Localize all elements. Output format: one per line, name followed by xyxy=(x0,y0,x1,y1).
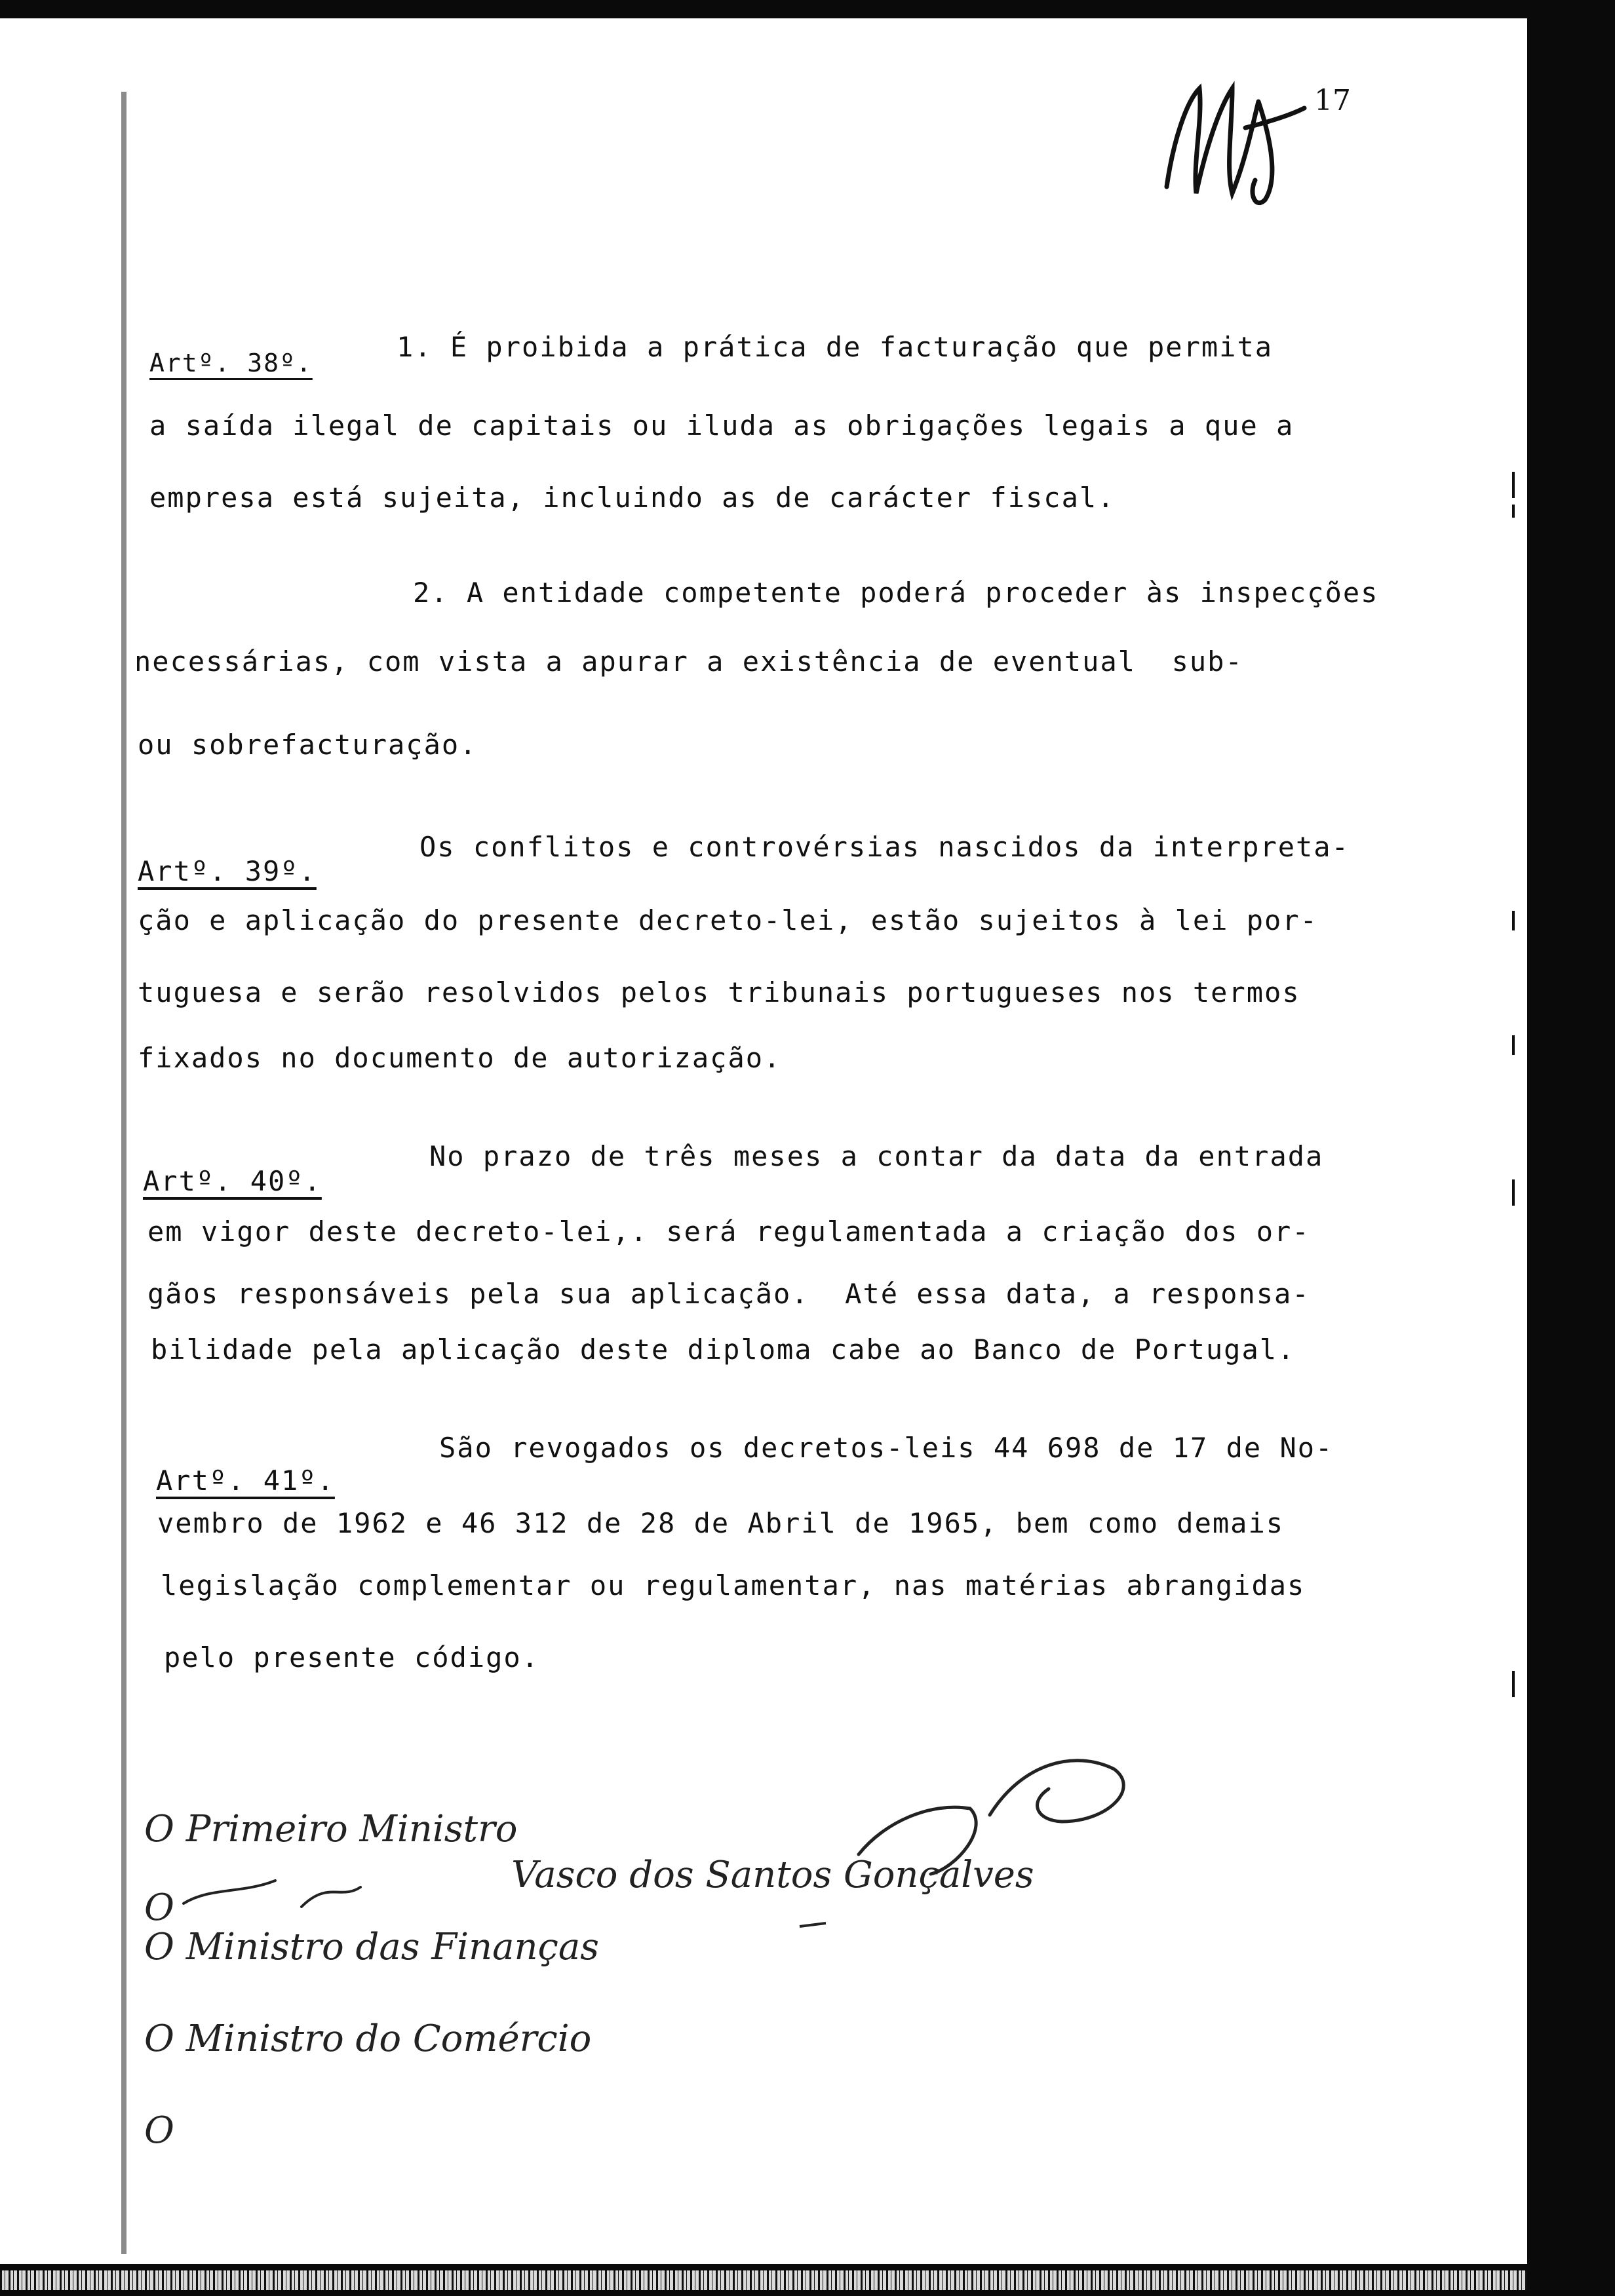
article-41-line1: São revogados os decretos-leis 44 698 de 17 de No- xyxy=(439,1432,1334,1464)
handwritten-initials-mark xyxy=(1140,62,1311,213)
article-40-label: Artº. 40º. xyxy=(143,1165,322,1197)
page-number: 17 xyxy=(1314,84,1351,117)
signature-line-4: O Ministro do Comércio xyxy=(144,2018,592,2060)
article-38-p2-line2: necessárias, com vista a apurar a existência de eventual sub- xyxy=(134,645,1243,678)
signature-line-5: O xyxy=(144,2109,174,2152)
signature-line-1: O Primeiro Ministro xyxy=(144,1808,518,1850)
signature-line-3: O Ministro das Finanças xyxy=(144,1926,600,1968)
article-40-line1: No prazo de três meses a contar da data da entrada xyxy=(429,1140,1324,1172)
article-38-p2-line1: 2. A entidade competente poderá proceder às inspecções xyxy=(413,577,1379,609)
article-41-line4: pelo presente código. xyxy=(164,1641,540,1674)
article-39-line4: fixados no documento de autorização. xyxy=(138,1042,782,1074)
article-41-line2: vembro de 1962 e 46 312 de 28 de Abril de 1965, bem como demais xyxy=(157,1507,1285,1539)
article-38-p1-line1: 1. É proibida a prática de facturação que permita xyxy=(397,331,1274,363)
signature-block xyxy=(144,1723,1193,2182)
article-40-line2: em vigor deste decreto-lei,. será regulamentada a criação dos or- xyxy=(147,1215,1310,1248)
article-38-p1-line3: empresa está sujeita, incluindo as de carácter fiscal. xyxy=(149,482,1116,514)
signature-line-2-name: Vasco dos Santos Gonçalves xyxy=(511,1854,1034,1896)
article-41-line3: legislação complementar ou regulamentar, nas matérias abrangidas xyxy=(161,1569,1306,1601)
signature-dash xyxy=(800,1923,826,1926)
article-39-line3: tuguesa e serão resolvidos pelos tribunais portugueses nos termos xyxy=(138,976,1300,1008)
article-38-label: Artº. 38º. xyxy=(149,349,313,377)
signature-line-2: O xyxy=(144,1886,174,1929)
article-39-line2: ção e aplicação do presente decreto-lei, estão sujeitos à lei por- xyxy=(138,904,1318,936)
scan-border-right xyxy=(1527,0,1615,2296)
scan-border-top xyxy=(0,0,1615,18)
article-39-line1: Os conflitos e controvérsias nascidos da interpreta- xyxy=(419,831,1350,863)
margin-scan-marks xyxy=(1507,459,1520,1704)
scan-barcode-strip xyxy=(0,2270,1527,2290)
article-40-line4: bilidade pela aplicação deste diploma cabe ao Banco de Portugal. xyxy=(151,1333,1296,1366)
article-38-p1-line2: a saída ilegal de capitais ou iluda as obrigações legais a que a xyxy=(149,410,1294,442)
scan-left-edge xyxy=(121,92,126,2254)
article-38-p2-line3: ou sobrefacturação. xyxy=(138,729,478,761)
article-40-line3: gãos responsáveis pela sua aplicação. Até essa data, a responsa- xyxy=(147,1278,1310,1310)
article-41-label: Artº. 41º. xyxy=(156,1464,335,1497)
article-39-label: Artº. 39º. xyxy=(138,855,317,887)
